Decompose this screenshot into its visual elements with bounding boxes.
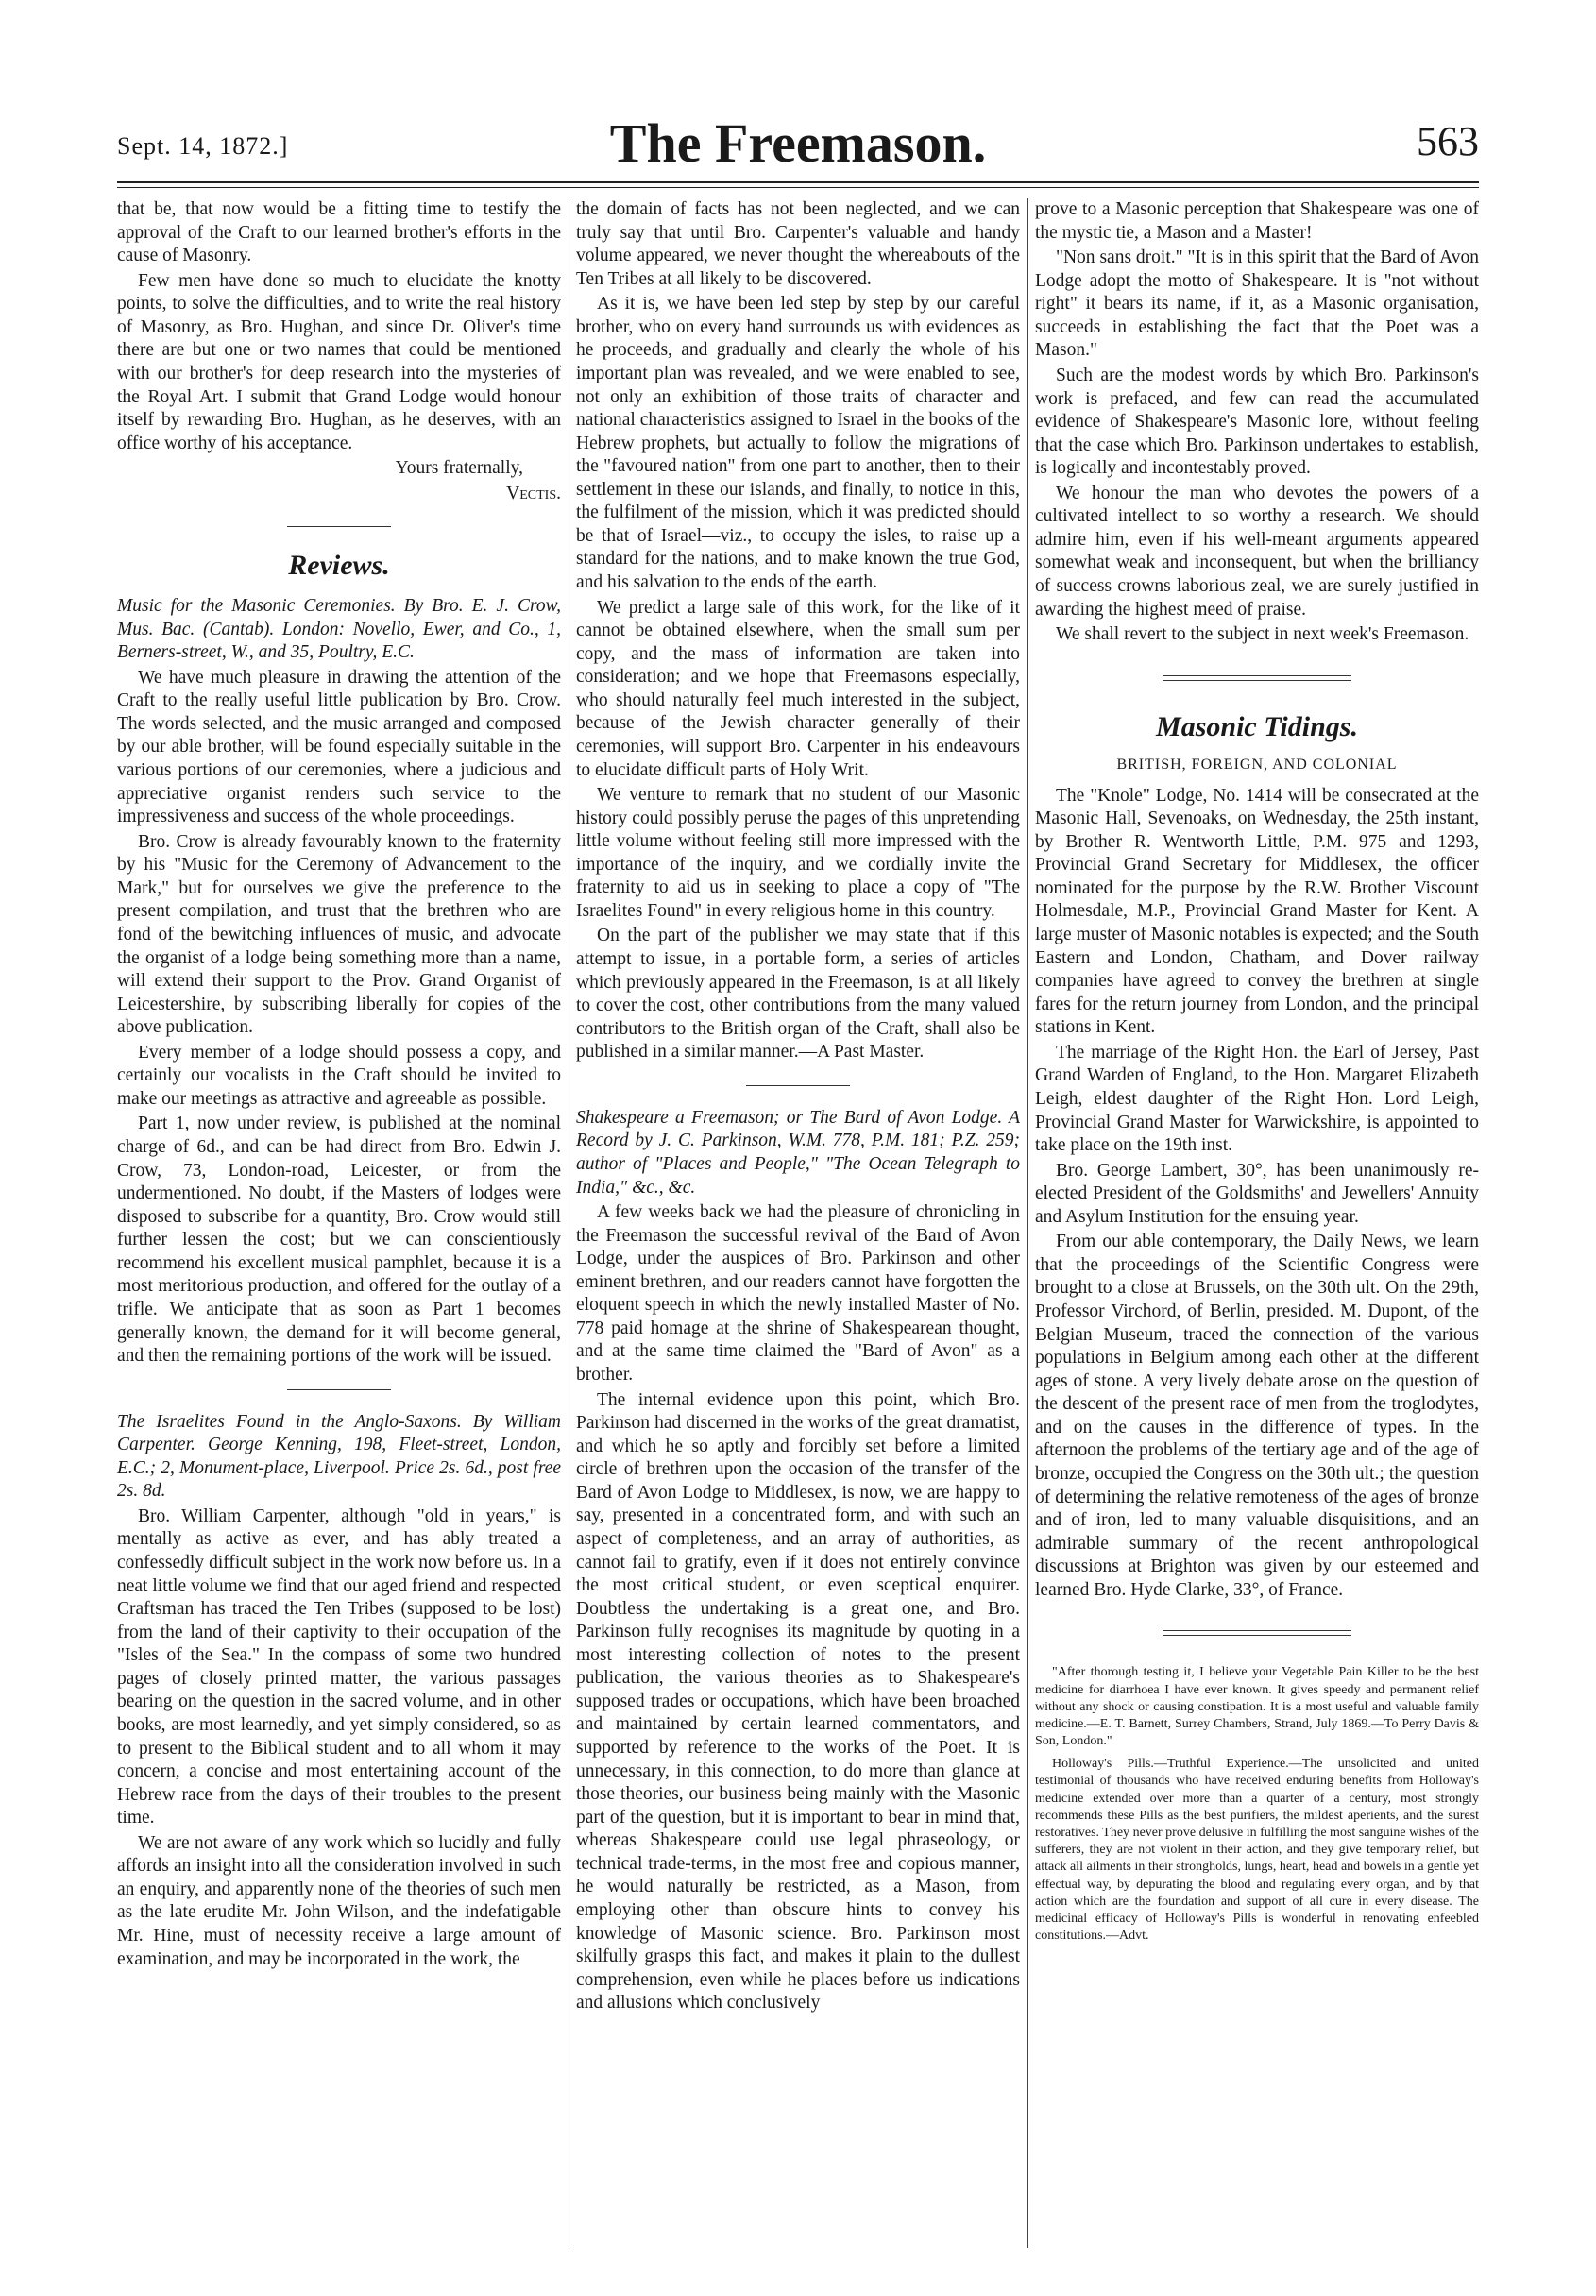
page-number: 563 [1417, 118, 1479, 164]
section-divider [746, 1085, 850, 1086]
advertisement: Holloway's Pills.—Truthful Experience.—The unsolicited and united testimonial of thousands who have received enduring benefits from Holloway's medicine extended over more than a quarter of a century, most strongly recommends these Pills as the best purifiers, the mildest aperients, and the surest restoratives. They never prove delusive in fulfilling the most sanguine wishes of the sufferers, they are not violent in their action, and they give temporary relief, but attack all ailments in their strongholds, lungs, heart, head and bowels in a gentle yet effectual way, by depurating the blood and regulating every organ, and by that action which are the foundation and support of all cure in every disease. The medicinal efficacy of Holloway's Pills is wonderful in renovating enfeebled constitutions.—Advt. [1035, 1757, 1479, 1944]
review-paragraph: The internal evidence upon this point, which Bro. Parkinson had discerned in the works of the great dramatist, and which he so aptly and forcibly set before a limited circle of brethren upon the occasion of the transfer of the Bard of Avon Lodge to Middlesex, is now, we are happy to say, presented in a concentrated form, and with such an aspect of completeness, and an array of authorities, as cannot fail to gratify, even if it does not entirely convince the most critical student, or even sceptical enquirer. Doubtless the undertaking is a great one, and Bro. Parkinson fully recognises its magnitude by quoting in a most interesting collection of notes to the present publication, the various theories as to Shakespeare's supposed trades or occupations, which have been broached and maintained by certain learned commentators, and supported by reference to the works of the Poet. It is unnecessary, in this connection, to do more than glance at those theories, our business being mainly with the Masonic part of the question, but it is important to bear in mind that, whereas Shakespeare could use legal phraseology, or technical trade-terms, in the most free and copious manner, he would naturally be restricted, as a Mason, from employing other than obscure hints to convey his knowledge of Masonic science. Bro. Parkinson most skilfully grasps this fact, and makes it plain to the dullest comprehension, even while he places before us indications and allusions which conclusively [576, 1389, 1020, 2014]
section-divider [287, 1389, 391, 1390]
advertisement: "After thorough testing it, I believe your Vegetable Pain Killer to be the best medicine for diarrhoea I have ever known. It gives speedy and permanent relief without any shock or causing constipation. It is a most useful and valuable family medicine.—E. T. Barnett, Surrey Chambers, Strand, July 1869.—To Perry Davis & Son, London." [1035, 1665, 1479, 1749]
review-paragraph: A few weeks back we had the pleasure of chronicling in the Freemason the successful revival of the Bard of Avon Lodge, under the auspices of Bro. Parkinson and other eminent brethren, and our readers cannot have forgotten the eloquent speech in which the newly installed Master of No. 778 paid homage at the shrine of Shakespearean thought, and at the same time claimed the "Bard of Avon" as a brother. [576, 1202, 1020, 1385]
review-paragraph: We are not aware of any work which so lucidly and fully affords an insight into all the consideration involved in such an enquiry, and apparently none of the theories of such men as the late erudite Mr. John Wilson, and the indefatigable Mr. Hine, must of necessity receive a large amount of examination, and may be incorporated in the work, the [117, 1832, 561, 1969]
review-paragraph: We predict a large sale of this work, for the like of it cannot be obtained elsewhere, when the small sum per copy, and the mass of information are taken into consideration; and we hope that Freemasons especially, who should naturally feel much interested in the subject, because of the Jewish character generally of their ceremonies, will support Bro. Carpenter in his endeavours to elucidate difficult parts of Holy Writ. [576, 597, 1020, 780]
review-paragraph: We have much pleasure in drawing the attention of the Craft to the really useful little publication by Bro. Crow. The words selected, and the music arranged and composed by our able brother, will be found especially suitable in the various portions of our ceremonies, where a judicious and appreciative organist renders such service to the impressiveness and success of the whole proceedings. [117, 667, 561, 827]
section-divider [1163, 675, 1351, 681]
masthead-title: The Freemason. [609, 112, 987, 174]
tidings-paragraph: The marriage of the Right Hon. the Earl of Jersey, Past Grand Warden of England, to the Hon. Margaret Elizabeth Leigh, eldest daughter of the Right Hon. Lord Leigh, Provincial Grand Master for Warwickshire, is appointed to take place on the 19th inst. [1035, 1042, 1479, 1156]
review-paragraph: "Non sans droit." "It is in this spirit that the Bard of Avon Lodge adopt the motto of Shakespeare. It is "not without right" it bears its name, if it, as a Masonic organisation, succeeds in establishing the fact that the Poet was a Mason." [1035, 247, 1479, 361]
review-title: Shakespeare a Freemason; or The Bard of Avon Lodge. A Record by J. C. Parkinson, W.M. 778, P.M. 181; P.Z. 259; author of "Places and People," "The Ocean Telegraph to India," &c., &c. [576, 1107, 1020, 1198]
tidings-paragraph: The "Knole" Lodge, No. 1414 will be consecrated at the Masonic Hall, Sevenoaks, on Wednesday, the 25th instant, by Brother R. Wentworth Little, P.M. 975 and 1293, Provincial Grand Secretary for Middlesex, the officer nominated for the purpose by the R.W. Brother Viscount Holmesdale, M.P., Provincial Grand Master for Kent. A large muster of Masonic notables is expected; and the South Eastern and London, Chatham, and Dover railway companies have agreed to convey the brethren at single fares for the return journey from London, and the principal stations in Kent. [1035, 785, 1479, 1038]
letter-closing: Yours fraternally, [395, 458, 523, 479]
review-paragraph: We honour the man who devotes the powers of a cultivated intellect to so worthy a research. We should admire him, even if his well-meant arguments appeared somewhat weak and inconsequent, but when the brilliancy of success crowns laborious zeal, we are surely justified in awarding the highest meed of praise. [1035, 483, 1479, 620]
letter-paragraph: Few men have done so much to elucidate the knotty points, to solve the difficulties, and to write the real history of Masonry, as Bro. Hughan, and since Dr. Oliver's time there are but one or two names that could be mentioned with our brother's for deep research into the mysteries of the Royal Art. I submit that Grand Lodge would honour itself by rewarding Bro. Hughan, as he deserves, with an office worthy of his acceptance. [117, 270, 561, 453]
review-paragraph: prove to a Masonic perception that Shakespeare was one of the mystic tie, a Mason and a Master! [1035, 199, 1479, 243]
issue-date: Sept. 14, 1872.] [117, 132, 289, 160]
column-1 [117, 198, 561, 1973]
tidings-subheading: BRITISH, FOREIGN, AND COLONIAL [1116, 757, 1398, 774]
review-paragraph: We venture to remark that no student of our Masonic history could possibly peruse the pages of this unpretending little volume without feeling still more impressed with the importance of the inquiry, and we cordially invite the fraternity to aid us in seeking to place a copy of "The Israelites Found" in every religious home in this country. [576, 785, 1020, 921]
column-divider [1027, 198, 1028, 2248]
reviews-heading: Reviews. [288, 550, 390, 582]
review-paragraph: We shall revert to the subject in next week's Freemason. [1056, 624, 1469, 645]
tidings-paragraph: Bro. George Lambert, 30°, has been unanimously re-elected President of the Goldsmiths' and Jewellers' Annuity and Asylum Institution for the ensuing year. [1035, 1160, 1479, 1227]
letter-signature: Vectis. [506, 483, 561, 503]
review-paragraph: Bro. William Carpenter, although "old in years," is mentally as active as ever, and has ably treated a confessedly difficult subject in the work now before us. In a neat little volume we find that our aged friend and respected Craftsman has traced the Ten Tribes (supposed to be lost) from the land of their captivity to their occupation of the "Isles of the Sea." In the compass of some two hundred pages of closely printed matter, the various passages bearing on the question in the sacred volume, and in other books, are most learnedly, and yet simply considered, so as to present to the Biblical student and to all whom it may concern, a concise and most entertaining account of the Hebrew race from the days of their troubles to the present time. [117, 1505, 561, 1828]
column-2 [576, 198, 1020, 2017]
review-paragraph: Part 1, now under review, is published at the nominal charge of 6d., and can be had direct from Bro. Edwin J. Crow, 73, London-road, Leicester, or from the undermentioned. No doubt, if the Masters of lodges were disposed to subscribe for a quantity, Bro. Crow would still further lessen the cost; but we can conscientiously recommend his excellent musical pamphlet, because it is a most meritorious production, and offered for the outlay of a trifle. We anticipate that as soon as Part 1 becomes generally known, the demand for it will become general, and then the remaining portions of the work will be issued. [117, 1114, 561, 1367]
section-divider [1163, 1630, 1351, 1636]
column-3 [1035, 198, 1479, 1950]
review-paragraph: the domain of facts has not been neglected, and we can truly say that until Bro. Carpenter's valuable and handy volume appeared, we never thought the whereabouts of the Ten Tribes at all likely to be discovered. [576, 199, 1020, 289]
page-header [117, 111, 1479, 179]
review-paragraph: Such are the modest words by which Bro. Parkinson's work is prefaced, and few can read the accumulated evidence of Shakespeare's Masonic lore, without feeling that the case which Bro. Parkinson undertakes to establish, is logically and incontestably proved. [1035, 365, 1479, 479]
section-divider [287, 526, 391, 527]
review-paragraph: Bro. Crow is already favourably known to the fraternity by his "Music for the Ceremony of Advancement to the Mark," but for ourselves we give the preference to the present compilation, and trust that the brethren who are fond of the bewitching influences of music, and advocate the organist of a lodge being something more than a name, will extend their support to the Prov. Grand Organist of Leicestershire, by subscribing liberally for copies of the above publication. [117, 831, 561, 1038]
header-rule [117, 181, 1479, 188]
tidings-paragraph: From our able contemporary, the Daily News, we learn that the proceedings of the Scientific Congress were brought to a close at Brussels, on the 30th ult. On the 29th, Professor Virchord, of Berlin, presided. M. Dupont, of the Belgian Museum, traced the connection of the various populations in Belgium among each other at the different ages of stone. A very lively debate arose on the question of the descent of the present race of men from the troglodytes, and on the causes in the difference of types. In the afternoon the problems of the tertiary age and of the age of bronze, occupied the Congress on the 30th ult.; the question of determining the relative remoteness of the ages of bronze and of iron, led to many valuable disquisitions, and an admirable summary of the recent anthropological discussions at Brighton was given by our esteemed and learned Bro. Hyde Clarke, 33°, of France. [1035, 1232, 1479, 1600]
review-title: The Israelites Found in the Anglo-Saxons. By William Carpenter. George Kenning, 198, Fleet-street, London, E.C.; 2, Monument-place, Liverpool. Price 2s. 6d., post free 2s. 8d. [117, 1411, 561, 1502]
review-paragraph: On the part of the publisher we may state that if this attempt to issue, in a portable form, a series of articles which previously appeared in the Freemason, is at all likely to cover the cost, other contributions from the many valued contributors to the British organ of the Craft, shall also be published in a similar manner.—A Past Master. [576, 926, 1020, 1063]
review-title: Music for the Masonic Ceremonies. By Bro. E. J. Crow, Mus. Bac. (Cantab). London: Novello, Ewer, and Co., 1, Berners-street, W., and 35, Poultry, E.C. [117, 596, 561, 663]
review-paragraph: As it is, we have been led step by step by our careful brother, who on every hand surrounds us with evidences as he proceeds, and gradually and clearly the whole of his important plan was revealed, and we were enabled to see, not only an exhibition of those traits of character and national characteristics assigned to Israel in the books of the Hebrew prophets, but actually to follow the migrations of the "favoured nation" from one part to another, then to their settlement in these our islands, and finally, to notice in this, the fulfilment of the mission, which it was predicted should be that of Israel—viz., to occupy the isles, to raise up a standard for the nations, and to make known the true God, and his salvation to the ends of the earth. [576, 294, 1020, 592]
review-paragraph: Every member of a lodge should possess a copy, and certainly our vocalists in the Craft should be invited to make our meetings as attractive and agreeable as possible. [117, 1042, 561, 1109]
advertisements [1035, 1664, 1479, 1945]
tidings-heading: Masonic Tidings. [1156, 710, 1358, 742]
letter-paragraph: that be, that now would be a fitting time to testify the approval of the Craft to our learned brother's efforts in the cause of Masonry. [117, 199, 561, 266]
